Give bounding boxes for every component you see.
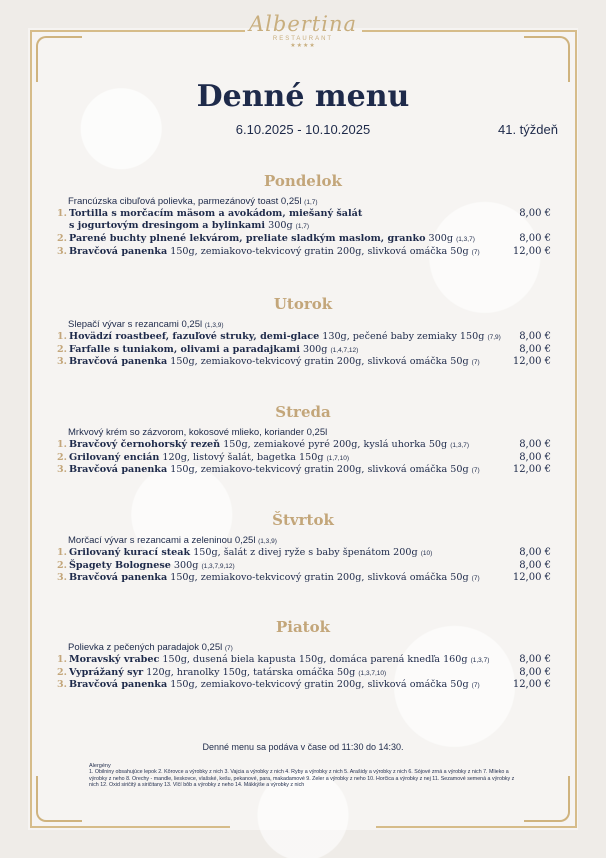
dish-name: Vyprážaný syr bbox=[69, 666, 144, 678]
logo-subtitle: RESTAURANT bbox=[272, 36, 334, 42]
item-number: 2. bbox=[57, 559, 67, 571]
item-allergens: (10) bbox=[420, 550, 433, 557]
dish-name: Tortilla s morčacím mäsom a avokádom, miešaný šalát bbox=[69, 208, 363, 219]
dish-name: Bravčová panenka bbox=[69, 679, 168, 690]
soup-allergens: (1,3,9) bbox=[204, 322, 224, 329]
soup-line: Slepačí vývar s rezancami 0,25l (1,3,9) bbox=[68, 319, 224, 330]
item-allergens: (1,3,7,10) bbox=[358, 669, 387, 677]
item-text: Bravčová panenka 150g, zemiakovo-tekvicový gratin 200g, slivková omáčka 50g (7) bbox=[69, 464, 480, 475]
dish-name: Bravčový černohorský rezeň bbox=[69, 439, 221, 450]
dish-name: Hovädzí roastbeef, fazuľové struky, demi-glace bbox=[69, 331, 320, 342]
item-number: 2. bbox=[57, 451, 67, 463]
restaurant-logo bbox=[0, 12, 606, 50]
dish-name: Grilovaný encián bbox=[69, 451, 160, 463]
item-price: 8,00 € bbox=[519, 559, 551, 571]
day-section-5 bbox=[0, 618, 606, 690]
soup-line: Francúzska cibuľová polievka, parmezánový toast 0,25l (1,7) bbox=[68, 196, 318, 207]
dish-name: Špagety Bolognese bbox=[69, 559, 171, 571]
dish-name: Bravčová panenka bbox=[69, 572, 168, 583]
item-price: 8,00 € bbox=[519, 547, 551, 558]
item-number: 2. bbox=[57, 233, 67, 244]
soup-allergens: (1,7) bbox=[304, 199, 318, 206]
item-text: Grilovaný kurací steak 150g, šalát z divej ryže s baby špenátom 200g (10) bbox=[69, 547, 433, 558]
item-allergens: (7) bbox=[471, 575, 480, 582]
item-allergens: (7) bbox=[471, 682, 480, 689]
frame-bottom-left bbox=[30, 826, 230, 828]
item-text: Špagety Bolognese 300g (1,3,7,9,12) bbox=[69, 559, 235, 571]
item-allergens: (1,7) bbox=[295, 223, 310, 230]
day-title: Utorok bbox=[273, 295, 333, 313]
item-number: 2. bbox=[57, 343, 67, 355]
dish-name: Bravčová panenka bbox=[69, 356, 168, 367]
dish-name: Bravčová panenka bbox=[69, 464, 168, 475]
soup-allergens: (1,3,9) bbox=[258, 538, 277, 545]
item-allergens: (1,3,7,9,12) bbox=[201, 562, 235, 570]
dish-name: s jogurtovým dresingom a bylinkami bbox=[69, 220, 266, 231]
item-price: 8,00 € bbox=[519, 331, 551, 342]
item-number: 3. bbox=[57, 356, 67, 367]
item-text: Grilovaný encián 120g, listový šalát, bagetka 150g (1,7,10) bbox=[69, 451, 349, 463]
allergens-title: Alergény bbox=[89, 763, 111, 769]
date-range: 6.10.2025 - 10.10.2025 bbox=[235, 122, 371, 137]
item-text: Bravčový černohorský rezeň 150g, zemiakové pyré 200g, kyslá uhorka 50g (1,3,7) bbox=[69, 439, 470, 450]
page-title: Denné menu bbox=[196, 79, 410, 114]
item-allergens: (1,3,7) bbox=[450, 442, 470, 449]
item-price: 12,00 € bbox=[512, 245, 551, 257]
item-price: 8,00 € bbox=[519, 451, 551, 463]
item-number: 1. bbox=[57, 654, 67, 665]
item-allergens: (7) bbox=[471, 359, 480, 366]
day-title: Štvrtok bbox=[272, 511, 334, 529]
item-number: 2. bbox=[57, 666, 67, 678]
corner-ornament-bottom-left bbox=[36, 776, 82, 822]
frame-left bbox=[30, 30, 32, 828]
corner-ornament-bottom-right bbox=[524, 776, 570, 822]
day-section-4 bbox=[0, 511, 606, 583]
item-price: 12,00 € bbox=[512, 356, 551, 367]
frame-bottom-right bbox=[376, 826, 576, 828]
item-text: Vyprážaný syr 120g, hranolky 150g, tatárska omáčka 50g (1,3,7,10) bbox=[69, 666, 387, 678]
item-number: 1. bbox=[57, 439, 67, 450]
dish-name: Parené buchty plnené lekvárom, preliate sladkým maslom, granko bbox=[69, 233, 426, 244]
item-number: 3. bbox=[57, 572, 67, 583]
day-section-1 bbox=[0, 172, 606, 257]
item-text: Tortilla s morčacím mäsom a avokádom, miešaný šalát s jogurtovým dresingom a bylinkami 300g (1,7) bbox=[69, 208, 363, 231]
day-title: Pondelok bbox=[264, 172, 342, 190]
item-text: Hovädzí roastbeef, fazuľové struky, demi-glace 130g, pečené baby zemiaky 150g (7,9) bbox=[69, 331, 501, 342]
item-number: 3. bbox=[57, 245, 67, 257]
dish-name: Bravčová panenka bbox=[69, 245, 168, 257]
dish-name: Grilovaný kurací steak bbox=[69, 547, 191, 558]
item-number: 3. bbox=[57, 679, 67, 690]
item-price: 8,00 € bbox=[519, 343, 551, 355]
item-price: 8,00 € bbox=[519, 654, 551, 665]
item-number: 1. bbox=[57, 331, 67, 342]
item-price: 8,00 € bbox=[519, 208, 551, 219]
item-allergens: (1,3,7) bbox=[456, 236, 475, 243]
item-allergens: (1,3,7) bbox=[470, 657, 490, 664]
item-text: Bravčová panenka 150g, zemiakovo-tekvicový gratin 200g, slivková omáčka 50g (7) bbox=[69, 245, 480, 257]
item-price: 12,00 € bbox=[512, 679, 551, 690]
item-allergens: (7) bbox=[471, 467, 480, 474]
item-text: Bravčová panenka 150g, zemiakovo-tekvicový gratin 200g, slivková omáčka 50g (7) bbox=[69, 679, 480, 690]
item-text: Moravský vrabec 150g, dusená biela kapusta 150g, domáca parená knedľa 160g (1,3,7) bbox=[69, 654, 490, 665]
allergens-list: 1. Obilniny obsahujúce lepok 2. Kôrovce a výrobky z nich 3. Vajcia a výrobky z nich 4. Ryby a výrobky z nich 5. Arašidy a výrobky z nich 6. Sójové zrná a výrobky z nich 7. Mlieko a výrobky z neho 8. Orechy - mandle, lieskovce, vlašské, kešu, pekanové, para, makadamové 9. Zeler a výrobky z neho 10. Horčica a výrobky z nej 11. Sezamové semená a výrobky z nich 12. Oxid siričitý a siričitany 13. Vlčí bôb a výrobky z neho 14. Mäkkýše a výrobky z nich bbox=[89, 769, 515, 789]
item-text: Farfalle s tuniakom, olivami a paradajkami 300g (1,4,7,12) bbox=[69, 343, 359, 355]
item-number: 1. bbox=[57, 208, 67, 219]
day-section-3 bbox=[0, 403, 606, 475]
logo-name: Albertina bbox=[249, 12, 357, 36]
day-section-2 bbox=[0, 295, 606, 367]
logo-stars: ★★★★ bbox=[290, 43, 316, 49]
item-price: 8,00 € bbox=[519, 439, 551, 450]
soup-line: Morčací vývar s rezancami a zeleninou 0,25l (1,3,9) bbox=[68, 535, 277, 546]
serving-time-note: Denné menu sa podáva v čase od 11:30 do 14:30. bbox=[202, 742, 404, 752]
item-text: Bravčová panenka 150g, zemiakovo-tekvicový gratin 200g, slivková omáčka 50g (7) bbox=[69, 572, 480, 583]
day-title: Streda bbox=[275, 403, 331, 421]
frame-right bbox=[575, 30, 577, 828]
item-price: 8,00 € bbox=[519, 666, 551, 678]
item-allergens: (7,9) bbox=[487, 334, 501, 341]
dish-name: Farfalle s tuniakom, olivami a paradajkami bbox=[69, 343, 300, 355]
item-text: Parené buchty plnené lekvárom, preliate sladkým maslom, granko 300g (1,3,7) bbox=[69, 233, 475, 244]
item-number: 3. bbox=[57, 464, 67, 475]
day-title: Piatok bbox=[275, 618, 331, 636]
item-number: 1. bbox=[57, 547, 67, 558]
item-allergens: (1,4,7,12) bbox=[330, 346, 359, 354]
dish-name: Moravský vrabec bbox=[69, 654, 160, 665]
week-number: 41. týždeň bbox=[498, 122, 558, 137]
item-allergens: (7) bbox=[471, 248, 480, 256]
soup-allergens: (7) bbox=[224, 645, 233, 652]
item-price: 12,00 € bbox=[512, 572, 551, 583]
soup-line: Polievka z pečených paradajok 0,25l (7) bbox=[68, 642, 233, 653]
item-text: Bravčová panenka 150g, zemiakovo-tekvicový gratin 200g, slivková omáčka 50g (7) bbox=[69, 356, 480, 367]
item-allergens: (1,7,10) bbox=[326, 454, 349, 462]
item-price: 8,00 € bbox=[519, 233, 551, 244]
soup-line: Mrkvový krém so zázvorom, kokosové mlieko, koriander 0,25l bbox=[68, 427, 328, 438]
item-price: 12,00 € bbox=[512, 464, 551, 475]
